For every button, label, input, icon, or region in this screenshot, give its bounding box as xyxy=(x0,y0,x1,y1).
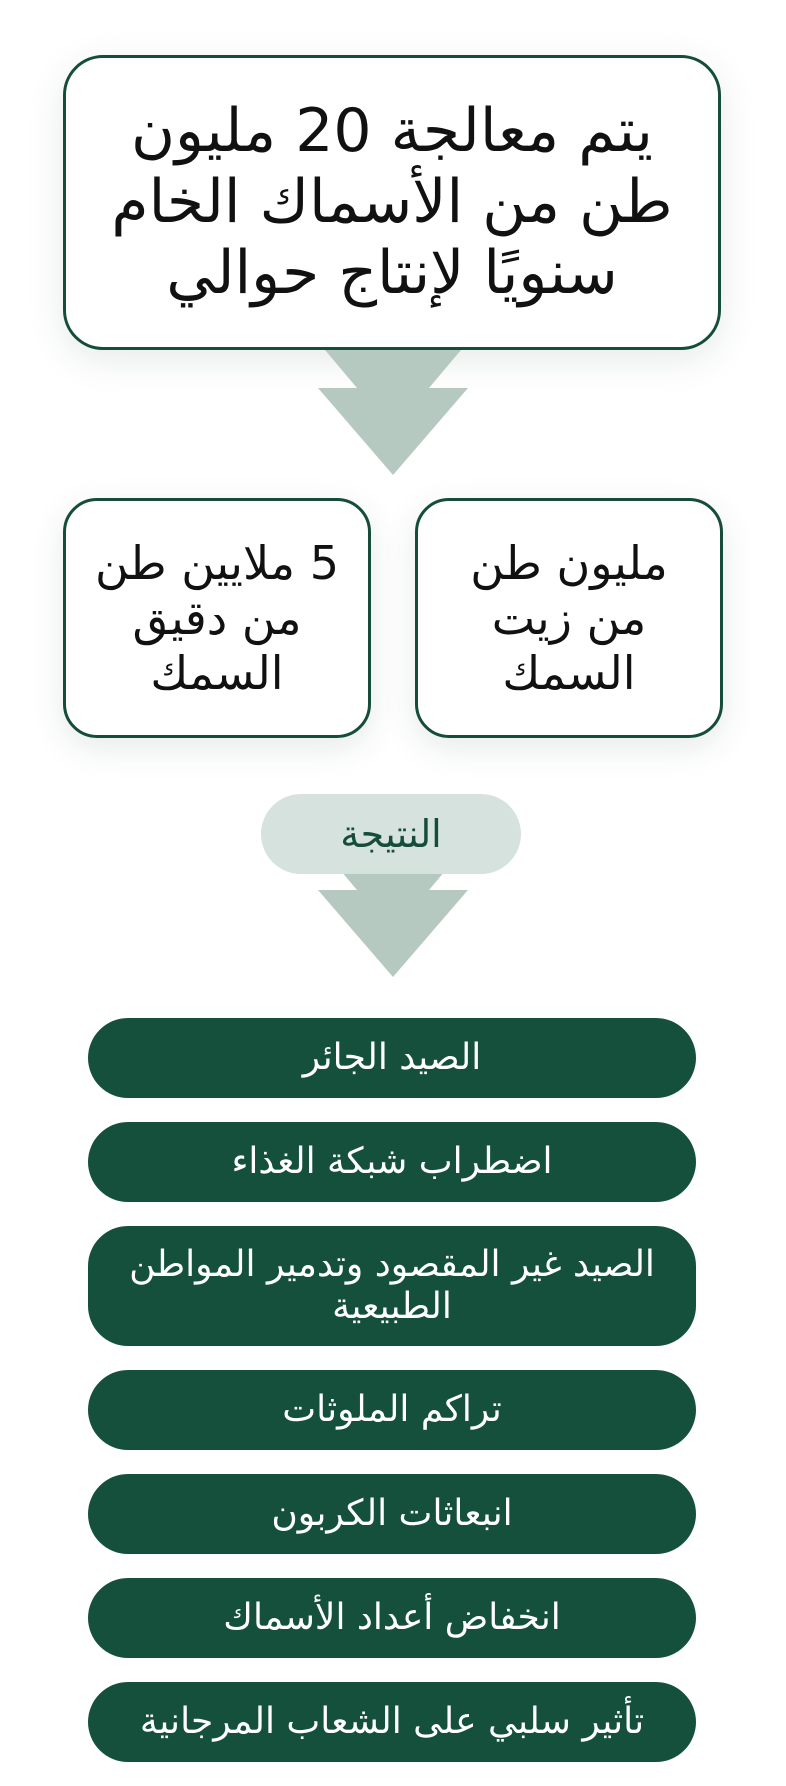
processing-statement-box xyxy=(63,55,721,350)
effect-carbon-emissions: انبعاثات الكربون xyxy=(88,1474,696,1554)
processing-statement-text: يتم معالجة 20 مليون طن من الأسماك الخام سنويًا لإنتاج حوالي xyxy=(111,96,673,308)
effect-food-web-disruption: اضطراب شبكة الغذاء xyxy=(88,1122,696,1202)
fish-meal-box xyxy=(63,498,371,738)
effect-bycatch-habitat-destruction: الصيد غير المقصود وتدمير المواطن الطبيعية xyxy=(88,1226,696,1346)
effect-coral-reef-impact: تأثير سلبي على الشعاب المرجانية xyxy=(88,1682,696,1762)
effect-fish-decline: انخفاض أعداد الأسماك xyxy=(88,1578,696,1658)
effects-list xyxy=(88,1018,696,1786)
effect-pollutant-accumulation: تراكم الملوثات xyxy=(88,1370,696,1450)
result-label: النتيجة xyxy=(340,812,442,856)
down-arrow-icon xyxy=(318,350,468,475)
effect-overfishing: الصيد الجائر xyxy=(88,1018,696,1098)
fish-oil-text: مليون طن من زيت السمك xyxy=(470,535,668,700)
fish-meal-text: 5 ملايين طن من دقيق السمك xyxy=(95,535,339,700)
fish-oil-box xyxy=(415,498,723,738)
result-label-pill xyxy=(261,794,521,874)
